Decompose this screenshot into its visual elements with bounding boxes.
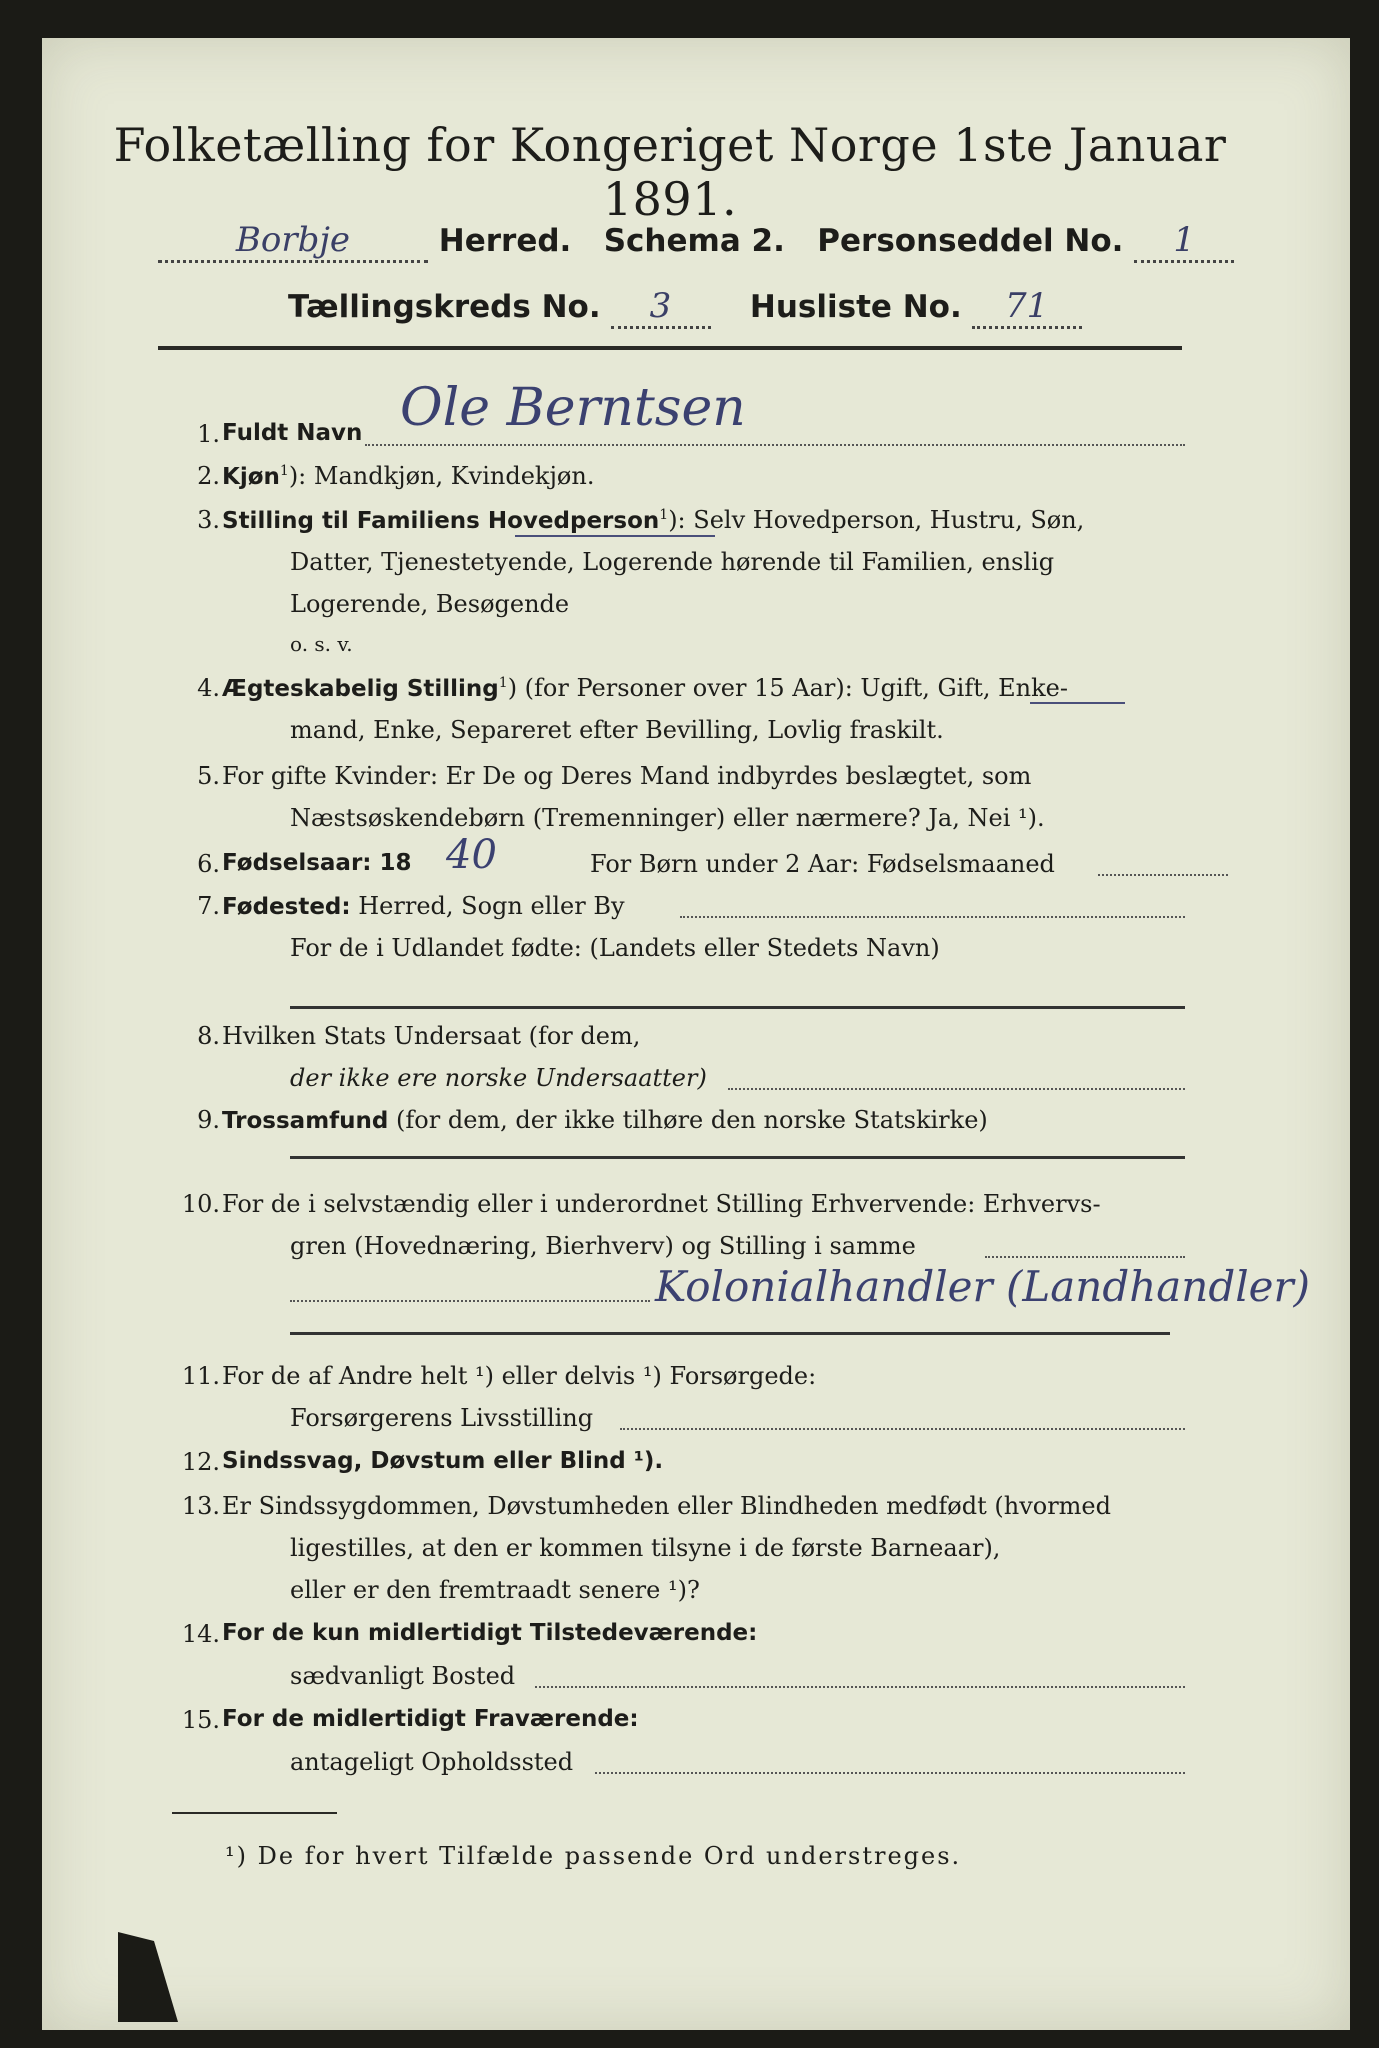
item-15-text: For de midlertidigt Fraværende: bbox=[222, 1706, 639, 1732]
item-4-line2: mand, Enke, Separeret efter Bevilling, Lovlig fraskilt. bbox=[290, 716, 944, 744]
kreds-row bbox=[288, 286, 1082, 329]
item-8-line bbox=[728, 1088, 1185, 1090]
item-10-text: For de i selvstændig eller i underordnet Stilling Erhvervende: Erhvervs- bbox=[222, 1190, 1101, 1218]
item-5-number: 5. bbox=[197, 762, 220, 790]
item-13-text: Er Sindssygdommen, Døvstumheden eller Blindheden medfødt (hvormed bbox=[222, 1492, 1111, 1520]
item-13-line3: eller er den fremtraadt senere ¹)? bbox=[290, 1576, 700, 1604]
item-7-label: Fødested: bbox=[222, 894, 351, 920]
item-9-row bbox=[222, 1106, 988, 1134]
item-11-number: 11. bbox=[181, 1362, 220, 1390]
item-9-label: Trossamfund bbox=[222, 1108, 389, 1134]
item-3-line2: Datter, Tjenestetyende, Logerende hørende til Familien, enslig bbox=[290, 548, 1055, 576]
item-12-number: 12. bbox=[181, 1448, 220, 1476]
item-1-line bbox=[365, 444, 1185, 446]
item-2-sup: 1 bbox=[279, 463, 289, 479]
husliste-label: Husliste No. bbox=[749, 289, 962, 325]
item-7-line bbox=[680, 916, 1185, 918]
item-7-row bbox=[222, 892, 625, 920]
item-13-line2: ligestilles, at den er kommen tilsyne i de første Barneaar), bbox=[290, 1534, 1001, 1562]
item-7-options: Herred, Sogn eller By bbox=[358, 892, 625, 920]
personseddel-value: 1 bbox=[1134, 220, 1234, 263]
husliste-value: 71 bbox=[972, 286, 1082, 329]
footnote-rule bbox=[172, 1812, 337, 1814]
item-15-line bbox=[595, 1772, 1185, 1774]
item-2-label: Kjøn bbox=[222, 464, 280, 490]
footnote: ¹) De for hvert Tilfælde passende Ord understreges. bbox=[225, 1842, 962, 1870]
item-8-rest: (for dem, bbox=[528, 1022, 641, 1050]
kreds-value: 3 bbox=[611, 286, 711, 329]
form-title: Folketælling for Kongeriget Norge 1ste Januar 1891. bbox=[113, 118, 1227, 226]
item-5-line2: Næstsøskendebørn (Tremenninger) eller nærmere? Ja, Nei ¹). bbox=[290, 804, 1045, 832]
item-9-rest: (for dem, der ikke tilhøre den norske Statskirke) bbox=[396, 1106, 988, 1134]
item-14-line2: sædvanligt Bosted bbox=[290, 1662, 516, 1690]
item-10-answer-line bbox=[290, 1332, 1170, 1335]
item-14-number: 14. bbox=[181, 1620, 220, 1648]
item-8-label: Hvilken Stats Undersaat bbox=[222, 1022, 521, 1050]
item-13-number: 13. bbox=[181, 1492, 220, 1520]
schema-label: Schema 2. bbox=[603, 223, 785, 259]
item-6-rest: For Børn under 2 Aar: Fødselsmaaned bbox=[590, 850, 1055, 878]
item-3-row: Stilling til Familiens Hovedperson$^1$): Selv Hovedperson, Hustru, Søn, bbox=[222, 506, 1085, 534]
item-10-line2: gren (Hovednæring, Bierhverv) og Stilling i samme bbox=[290, 1232, 916, 1260]
herred-row bbox=[158, 220, 1234, 263]
item-12-text: Sindssvag, Døvstum eller Blind ¹). bbox=[222, 1448, 664, 1474]
item-7-answer-line bbox=[290, 1006, 1185, 1009]
item-6-label: Fødselsaar: 18 bbox=[222, 850, 412, 876]
item-5-text: For gifte Kvinder: Er De og Deres Mand indbyrdes beslægtet, som bbox=[222, 762, 1032, 790]
item-1-value: Ole Berntsen bbox=[400, 378, 746, 438]
item-7-number: 7. bbox=[197, 892, 220, 920]
item-8-row bbox=[222, 1022, 640, 1050]
item-8-number: 8. bbox=[197, 1022, 220, 1050]
item-4-options: ) (for Personer over 15 Aar): Ugift, Gift, Enke- bbox=[507, 674, 1068, 702]
item-4-row: Ægteskabelig Stilling$^1$) (for Personer over 15 Aar): Ugift, Gift, Enke- bbox=[222, 674, 1068, 702]
item-2-number: 2. bbox=[197, 462, 220, 490]
item-6-value: 40 bbox=[446, 832, 497, 878]
item-7-line2: For de i Udlandet fødte: (Landets eller Stedets Navn) bbox=[290, 934, 940, 962]
item-11-line2: Forsørgerens Livsstilling bbox=[290, 1404, 594, 1432]
item-8-line2: der ikke ere norske Undersaatter) bbox=[290, 1064, 707, 1092]
item-15-line2: antageligt Opholdssted bbox=[290, 1748, 574, 1776]
item-14-line bbox=[535, 1686, 1185, 1688]
item-11-line bbox=[620, 1428, 1185, 1430]
item-1-number: 1. bbox=[197, 420, 220, 448]
item-3-underline bbox=[515, 535, 715, 537]
kreds-label: Tællingskreds No. bbox=[288, 289, 601, 325]
item-4-number: 4. bbox=[197, 674, 220, 702]
item-14-text: For de kun midlertidigt Tilstedeværende: bbox=[222, 1620, 758, 1646]
item-3-line4: o. s. v. bbox=[290, 632, 353, 656]
item-2-row bbox=[222, 462, 594, 490]
item-10-line-b bbox=[290, 1300, 650, 1302]
item-9-number: 9. bbox=[197, 1106, 220, 1134]
item-6-number: 6. bbox=[197, 850, 220, 878]
herred-value: Borbje bbox=[158, 220, 428, 263]
item-11-text: For de af Andre helt ¹) eller delvis ¹) Forsørgede: bbox=[222, 1362, 817, 1390]
item-4-label: Ægteskabelig Stilling bbox=[222, 676, 499, 702]
personseddel-label: Personseddel No. bbox=[817, 223, 1124, 259]
header-rule bbox=[158, 346, 1182, 350]
item-3-line3: Logerende, Besøgende bbox=[290, 590, 570, 618]
item-3-label: Stilling til Familiens Hovedperson bbox=[222, 508, 660, 534]
item-1-label: Fuldt Navn bbox=[222, 420, 363, 446]
item-10-line-a bbox=[985, 1256, 1185, 1258]
item-3-options: ): Selv Hovedperson, Hustru, Søn, bbox=[668, 506, 1085, 534]
item-10-value: Kolonialhandler (Landhandler) bbox=[655, 1262, 1310, 1311]
item-9-answer-line bbox=[290, 1156, 1185, 1159]
item-6-line bbox=[1098, 874, 1228, 876]
item-10-number: 10. bbox=[181, 1190, 220, 1218]
item-15-number: 15. bbox=[181, 1706, 220, 1734]
item-4-underline bbox=[1030, 702, 1125, 704]
item-2-options: ): Mandkjøn, Kvindekjøn. bbox=[288, 462, 595, 490]
item-3-number: 3. bbox=[197, 506, 220, 534]
herred-label: Herred. bbox=[438, 223, 572, 259]
